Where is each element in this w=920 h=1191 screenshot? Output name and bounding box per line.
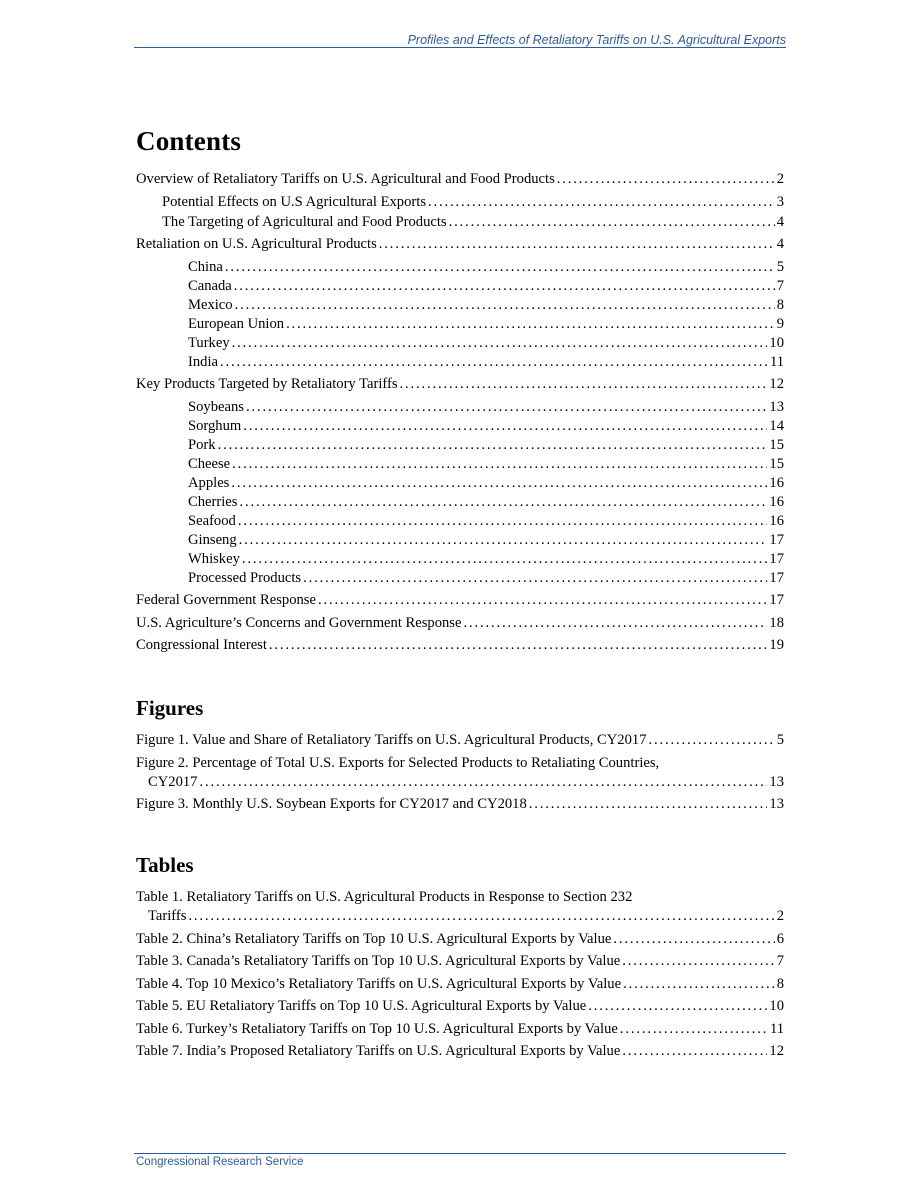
toc-entry[interactable] — [136, 213, 784, 232]
toc-entry-title: Apples — [188, 474, 230, 491]
toc-entry[interactable] — [136, 614, 784, 633]
table-entry-title: Table 4. Top 10 Mexico’s Retaliatory Tariffs on U.S. Agricultural Exports by Value — [136, 975, 622, 992]
figure-entry-title: Figure 2. Percentage of Total U.S. Exports for Selected Products to Retaliating Countries, — [136, 754, 660, 771]
toc-entry-page: 18 — [769, 614, 784, 631]
toc-entry[interactable] — [136, 550, 784, 569]
leader-dots — [218, 436, 768, 455]
table-entry-title: Table 3. Canada’s Retaliatory Tariffs on Top 10 U.S. Agricultural Exports by Value — [136, 953, 621, 969]
table-entry-title: Table 1. Retaliatory Tariffs on U.S. Agricultural Products in Response to Section 232 — [136, 889, 633, 905]
toc-entry[interactable] — [136, 296, 784, 315]
leader-dots — [400, 375, 768, 394]
table-entry[interactable] — [136, 888, 784, 926]
toc-entry[interactable] — [136, 398, 784, 417]
toc-entry-title: European Union — [188, 315, 285, 332]
toc-entry-page: 7 — [776, 277, 784, 294]
toc-entry-page: 2 — [776, 171, 784, 187]
toc-entry[interactable] — [136, 512, 784, 531]
toc-entry[interactable] — [136, 474, 784, 493]
table-entry[interactable] — [136, 1042, 784, 1061]
contents-heading: Contents — [136, 126, 242, 156]
footer-rule — [134, 1153, 786, 1154]
toc-entry-page: 16 — [769, 493, 784, 510]
toc-entry-title: India — [188, 353, 218, 370]
leader-dots — [232, 455, 767, 474]
toc-entry-title: Turkey — [188, 334, 230, 351]
table-entry-title: Table 2. China’s Retaliatory Tariffs on Top 10 U.S. Agricultural Exports by Value — [136, 930, 612, 947]
leader-dots — [529, 795, 768, 814]
leader-dots — [231, 474, 767, 493]
toc-entry[interactable] — [136, 170, 784, 189]
table-entry-title: Table 6. Turkey’s Retaliatory Tariffs on Top 10 U.S. Agricultural Exports by Value — [136, 1020, 618, 1037]
table-entry[interactable] — [136, 997, 784, 1016]
toc-entry-title: Federal Government Response — [136, 592, 316, 608]
toc-entry-page: 10 — [769, 334, 784, 351]
header-rule — [134, 47, 786, 48]
tables-heading: Tables — [136, 853, 194, 877]
toc-entry-page: 17 — [769, 592, 784, 608]
toc-entry-page: 11 — [769, 353, 784, 370]
toc-entry-title: Pork — [188, 436, 216, 453]
figure-entry-page: 5 — [776, 732, 784, 748]
leader-dots — [286, 315, 775, 334]
leader-dots — [557, 170, 775, 189]
tables-section — [136, 853, 784, 1065]
toc-entry[interactable] — [136, 569, 784, 588]
toc-entry[interactable] — [136, 193, 784, 212]
toc-entry-page: 13 — [769, 398, 784, 415]
toc-entry[interactable] — [136, 277, 784, 296]
table-entry-title: Table 5. EU Retaliatory Tariffs on Top 10 U.S. Agricultural Exports by Value — [136, 998, 587, 1014]
figure-entry-title-cont: CY2017 — [148, 773, 198, 790]
toc-entry-title: U.S. Agriculture’s Concerns and Government Response — [136, 614, 462, 631]
leader-dots — [303, 569, 767, 588]
leader-dots — [234, 277, 775, 296]
toc-entry[interactable] — [136, 493, 784, 512]
toc-entry[interactable] — [136, 436, 784, 455]
contents-section — [136, 126, 784, 659]
toc-entry-title: Whiskey — [188, 550, 240, 567]
tables-list — [136, 888, 784, 1061]
toc-entry-title: Soybeans — [188, 398, 244, 415]
table-entry-page: 2 — [776, 908, 784, 924]
toc-entry-title: Retaliation on U.S. Agricultural Products — [136, 236, 377, 252]
footer-org: Congressional Research Service — [136, 1156, 304, 1168]
toc-entry-title: Congressional Interest — [136, 637, 267, 653]
toc-entry-title: Cherries — [188, 493, 238, 510]
leader-dots — [588, 997, 767, 1016]
leader-dots — [620, 1020, 768, 1039]
toc-entry[interactable] — [136, 235, 784, 254]
leader-dots — [242, 550, 768, 569]
leader-dots — [235, 296, 775, 315]
toc-entry-page: 17 — [769, 550, 784, 567]
leader-dots — [428, 193, 775, 212]
leader-dots — [243, 417, 767, 436]
leader-dots — [188, 907, 774, 926]
toc-entry-page: 8 — [776, 296, 784, 313]
toc-entry-page: 16 — [769, 474, 784, 491]
toc-entry[interactable] — [136, 258, 784, 277]
toc-entry-title: Seafood — [188, 512, 236, 529]
table-entry-page: 7 — [776, 953, 784, 969]
figure-entry-page: 13 — [769, 773, 784, 790]
toc-entry-page: 15 — [769, 436, 784, 453]
table-entry[interactable] — [136, 975, 784, 994]
toc-entry[interactable] — [136, 315, 784, 334]
table-entry-title: Table 7. India’s Proposed Retaliatory Tariffs on U.S. Agricultural Exports by Value — [136, 1043, 621, 1059]
table-entry-title-cont: Tariffs — [148, 908, 187, 924]
leader-dots — [623, 975, 775, 994]
toc-entry[interactable] — [136, 636, 784, 655]
running-header: Profiles and Effects of Retaliatory Tariffs on U.S. Agricultural Exports — [407, 33, 786, 47]
toc-entry-page: 4 — [776, 236, 784, 252]
toc-entry-title: The Targeting of Agricultural and Food Products — [162, 213, 447, 230]
toc-entry[interactable] — [136, 353, 784, 372]
figures-section — [136, 696, 784, 818]
toc-entry[interactable] — [136, 417, 784, 436]
toc-entry-page: 9 — [776, 315, 784, 332]
leader-dots — [379, 235, 775, 254]
figure-entry-page: 13 — [769, 796, 784, 812]
toc-entry-title: Overview of Retaliatory Tariffs on U.S. Agricultural and Food Products — [136, 171, 555, 187]
leader-dots — [246, 398, 767, 417]
figure-entry-title: Figure 1. Value and Share of Retaliatory Tariffs on U.S. Agricultural Products, CY2017 — [136, 732, 647, 748]
leader-dots — [239, 531, 768, 550]
toc-entry-title: Canada — [188, 277, 232, 294]
contents-list — [136, 170, 784, 655]
toc-entry[interactable] — [136, 455, 784, 474]
toc-entry[interactable] — [136, 375, 784, 394]
table-entry[interactable] — [136, 952, 784, 971]
table-entry-page: 11 — [769, 1020, 784, 1037]
toc-entry-title: Processed Products — [188, 569, 302, 586]
leader-dots — [622, 952, 774, 971]
toc-entry[interactable] — [136, 334, 784, 353]
leader-dots — [649, 731, 775, 750]
figure-entry-title: Figure 3. Monthly U.S. Soybean Exports for CY2017 and CY2018 — [136, 796, 527, 812]
toc-entry-page: 3 — [776, 193, 784, 210]
leader-dots — [449, 213, 775, 232]
leader-dots — [225, 258, 775, 277]
toc-entry-page: 17 — [769, 569, 784, 586]
table-entry-page: 10 — [769, 998, 784, 1014]
leader-dots — [613, 930, 774, 949]
table-entry[interactable] — [136, 930, 784, 949]
toc-entry-title: Mexico — [188, 296, 233, 313]
leader-dots — [232, 334, 768, 353]
leader-dots — [318, 591, 767, 610]
toc-entry-title: Ginseng — [188, 531, 237, 548]
toc-entry-page: 15 — [769, 455, 784, 472]
leader-dots — [199, 773, 767, 792]
toc-entry-title: Sorghum — [188, 417, 242, 434]
leader-dots — [239, 493, 767, 512]
leader-dots — [463, 614, 767, 633]
figure-entry[interactable] — [136, 754, 784, 792]
table-entry-page: 12 — [769, 1043, 784, 1059]
table-entry-page: 8 — [776, 975, 784, 992]
leader-dots — [622, 1042, 767, 1061]
toc-entry-page: 14 — [769, 417, 784, 434]
figures-heading: Figures — [136, 696, 204, 720]
leader-dots — [238, 512, 768, 531]
toc-entry-title: Key Products Targeted by Retaliatory Tariffs — [136, 376, 398, 392]
leader-dots — [269, 636, 767, 655]
toc-entry[interactable] — [136, 531, 784, 550]
leader-dots — [220, 353, 768, 372]
figure-entry[interactable] — [136, 795, 784, 814]
figure-entry[interactable] — [136, 731, 784, 750]
table-entry[interactable] — [136, 1020, 784, 1039]
figures-list — [136, 731, 784, 814]
toc-entry-page: 17 — [769, 531, 784, 548]
toc-entry-page: 16 — [769, 512, 784, 529]
toc-entry-title: Potential Effects on U.S Agricultural Exports — [162, 193, 426, 210]
table-entry-page: 6 — [776, 930, 784, 947]
toc-entry-page: 12 — [769, 376, 784, 392]
toc-entry-page: 4 — [776, 213, 784, 230]
toc-entry-page: 5 — [776, 258, 784, 275]
toc-entry-title: China — [188, 258, 223, 275]
toc-entry[interactable] — [136, 591, 784, 610]
toc-entry-title: Cheese — [188, 455, 231, 472]
toc-entry-page: 19 — [769, 637, 784, 653]
